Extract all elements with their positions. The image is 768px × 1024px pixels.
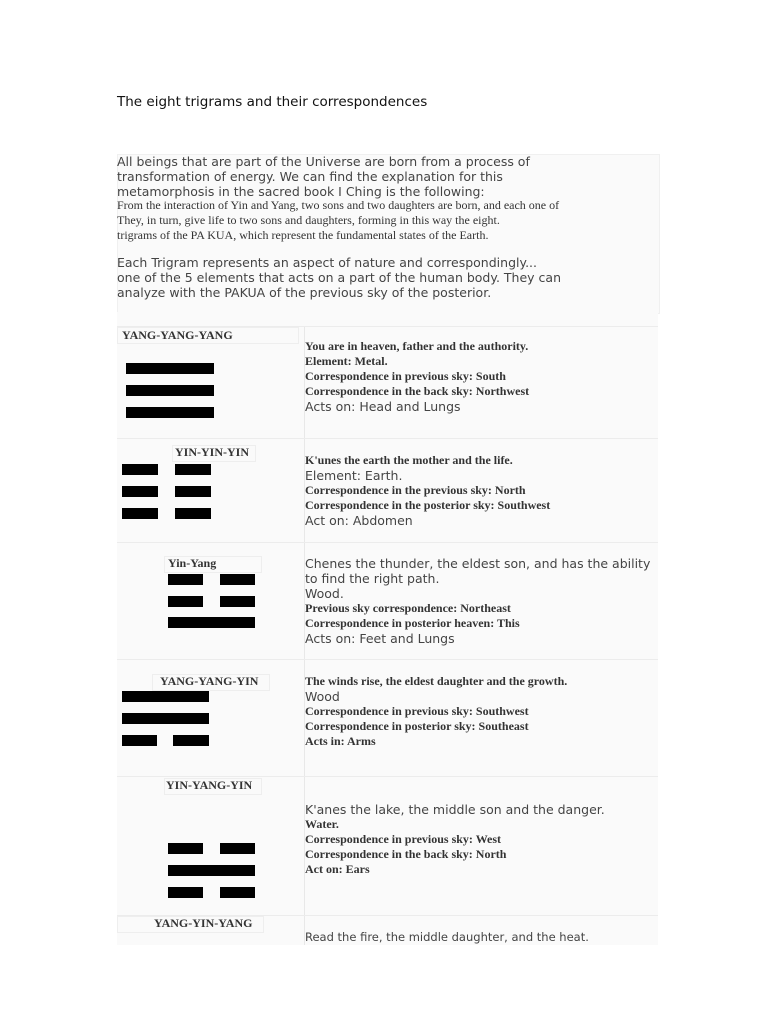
desc-line: Acts on: Head and Lungs	[305, 399, 461, 414]
desc-line: The winds rise, the eldest daughter and the growth.	[305, 674, 568, 688]
desc-line: Correspondence in posterior heaven: This	[305, 616, 520, 630]
trigram-name: YIN-YANG-YIN	[166, 778, 253, 792]
yin-line-right	[220, 887, 255, 898]
yang-line	[168, 617, 255, 628]
yang-line	[126, 385, 214, 396]
trigram-name: YIN-YIN-YIN	[175, 445, 249, 459]
yin-line-right	[220, 596, 255, 607]
desc-line: Chenes the thunder, the eldest son, and has the ability	[305, 556, 651, 571]
desc-line: Element: Metal.	[305, 354, 388, 368]
intro-paragraph-1	[117, 154, 530, 199]
page-title: The eight trigrams and their correspondences	[117, 94, 428, 110]
yin-line-left	[168, 843, 203, 854]
desc-line: Correspondence in the posterior sky: Southwest	[305, 498, 551, 512]
intro-line: From the interaction of Yin and Yang, two sons and two daughters are born, and each one of	[117, 198, 560, 212]
desc-line: to find the right path.	[305, 571, 440, 586]
table-divider	[117, 542, 658, 543]
trigram-description	[305, 930, 589, 945]
trigram-description	[305, 556, 650, 646]
yin-line-right	[175, 508, 211, 519]
desc-line: Correspondence in posterior sky: Southeast	[305, 719, 529, 733]
yin-line-right	[220, 574, 255, 585]
intro-line: trigrams of the PA KUA, which represent the fundamental states of the Earth.	[117, 228, 489, 242]
trigram-description	[305, 802, 605, 877]
yin-line-left	[168, 887, 203, 898]
desc-line: You are in heaven, father and the authority.	[305, 339, 529, 353]
intro-line: transformation of energy. We can find the explanation for this	[117, 169, 503, 184]
desc-line: Water.	[305, 817, 339, 831]
desc-line: Correspondence in previous sky: West	[305, 832, 502, 846]
intro-line: They, in turn, give life to two sons and daughters, forming in this way the eight.	[117, 213, 500, 227]
yin-line-right	[175, 486, 211, 497]
desc-line: Correspondence in previous sky: South	[305, 369, 506, 383]
intro-line: metamorphosis in the sacred book I Ching is the following:	[117, 184, 485, 199]
yin-line-left	[122, 508, 158, 519]
intro-paragraph-serif	[117, 198, 559, 243]
trigram-description	[305, 674, 567, 749]
yang-line	[126, 363, 214, 374]
yin-line-left	[168, 596, 203, 607]
yang-line	[126, 407, 214, 418]
desc-line: Acts on: Feet and Lungs	[305, 631, 455, 646]
yin-line-left	[122, 464, 158, 475]
trigram-description	[305, 339, 529, 414]
table-divider	[117, 438, 658, 439]
desc-line: K'unes the earth the mother and the life.	[305, 453, 513, 467]
desc-line: Wood.	[305, 586, 344, 601]
intro-line: All beings that are part of the Universe are born from a process of	[117, 154, 530, 169]
intro-line: one of the 5 elements that acts on a part of the human body. They can	[117, 270, 562, 285]
yin-line-right	[175, 464, 211, 475]
yin-line-right	[220, 843, 255, 854]
trigram-name: YANG-YIN-YANG	[154, 916, 253, 930]
desc-line: Previous sky correspondence: Northeast	[305, 601, 511, 615]
yin-line-left	[122, 735, 157, 746]
desc-line: Wood	[305, 689, 340, 704]
intro-line: analyze with the PAKUA of the previous sky of the posterior.	[117, 285, 492, 300]
yin-line-right	[173, 735, 209, 746]
trigram-description	[305, 453, 550, 528]
yin-line-left	[168, 574, 203, 585]
desc-line: Correspondence in the previous sky: North	[305, 483, 526, 497]
yang-line	[122, 713, 209, 724]
desc-line: Correspondence in the back sky: Northwest	[305, 384, 530, 398]
trigram-name: YANG-YANG-YANG	[122, 328, 233, 342]
desc-line: Read the fire, the middle daughter, and the heat.	[305, 930, 589, 944]
table-divider	[117, 776, 658, 777]
desc-line: Element: Earth.	[305, 468, 403, 483]
desc-line: Act on: Ears	[305, 862, 370, 876]
trigram-name: YANG-YANG-YIN	[160, 674, 259, 688]
desc-line: K'anes the lake, the middle son and the danger.	[305, 802, 605, 817]
trigram-name: Yin-Yang	[168, 556, 217, 570]
desc-line: Act on: Abdomen	[305, 513, 413, 528]
intro-line: Each Trigram represents an aspect of nature and correspondingly...	[117, 255, 538, 270]
yang-line	[168, 865, 255, 876]
intro-paragraph-2	[117, 255, 561, 300]
table-divider	[117, 659, 658, 660]
desc-line: Correspondence in previous sky: Southwest	[305, 704, 529, 718]
desc-line: Acts in: Arms	[305, 734, 376, 748]
yang-line	[122, 691, 209, 702]
desc-line: Correspondence in the back sky: North	[305, 847, 507, 861]
yin-line-left	[122, 486, 158, 497]
